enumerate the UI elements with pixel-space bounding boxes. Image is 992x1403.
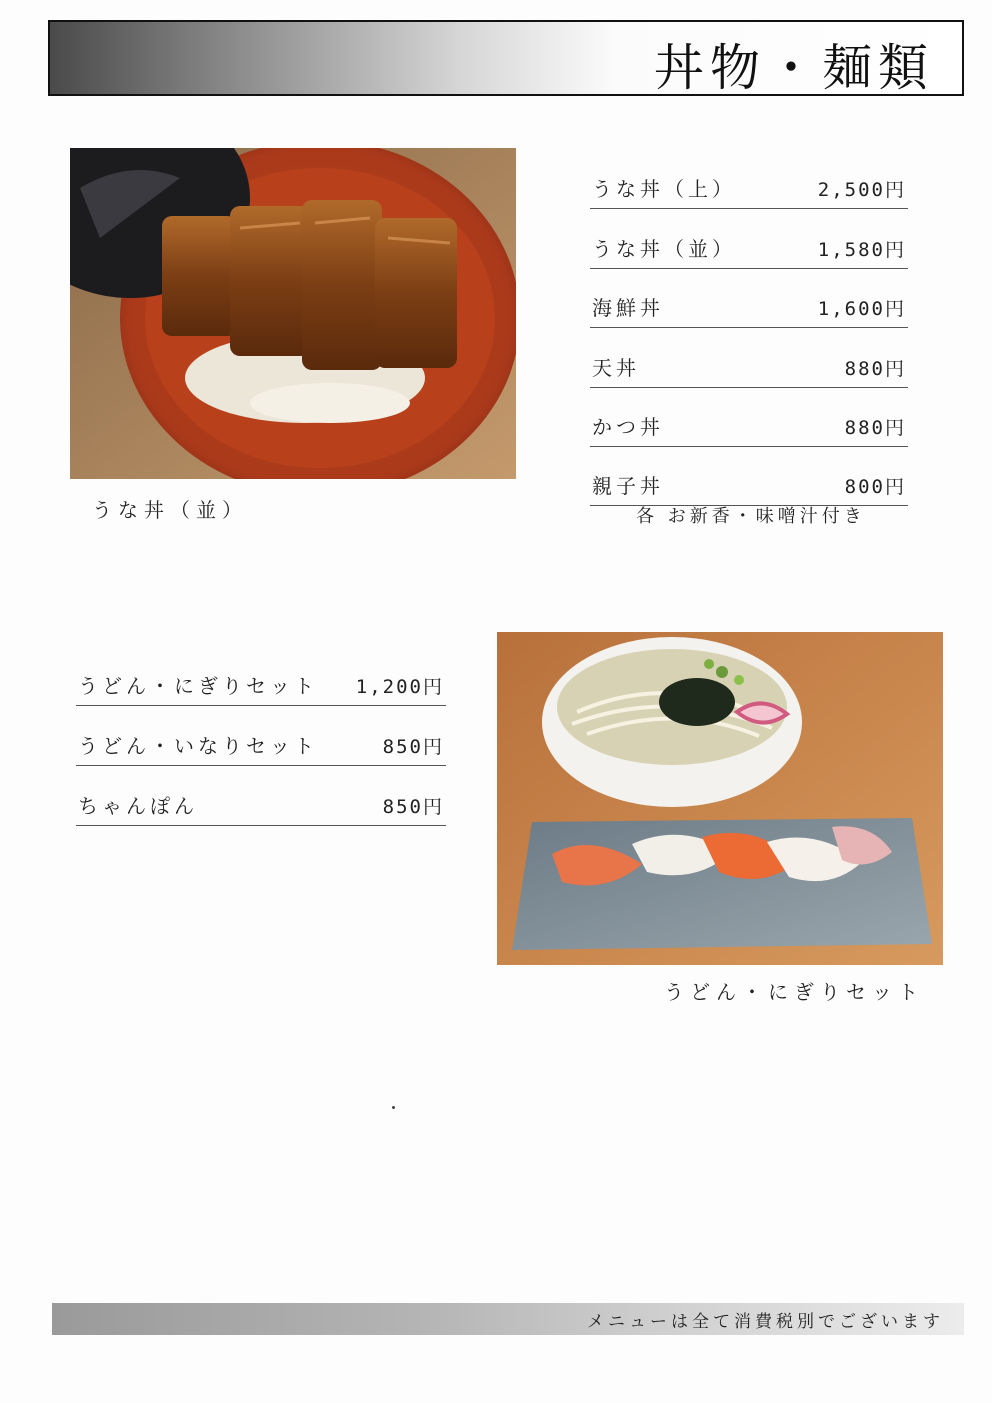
scan-speck: [392, 1106, 395, 1109]
item-price: 880円: [844, 416, 906, 439]
item-name: 海鮮丼: [592, 296, 664, 321]
menu-row: [76, 766, 446, 826]
tax-note: メニューは全て消費税別でございます: [587, 1312, 944, 1332]
item-name: うどん・いなりセット: [78, 734, 318, 758]
menu-row: [590, 328, 908, 387]
item-price: 880円: [844, 357, 906, 380]
item-price: 1,200円: [355, 676, 444, 698]
item-price: 1,600円: [817, 298, 906, 321]
item-name: うな丼（並）: [592, 236, 736, 261]
item-name: うどん・にぎりセット: [78, 674, 318, 698]
donburi-note: 各 お新香・味噌汁付き: [636, 506, 866, 527]
item-name: うな丼（上）: [592, 177, 736, 202]
unadon-photo: [70, 148, 516, 479]
noodle-menu: [76, 646, 446, 826]
donburi-menu: [590, 150, 908, 506]
item-price: 850円: [382, 796, 444, 818]
header-bar: [48, 20, 964, 96]
page-title: 丼物・麺類: [654, 39, 934, 97]
menu-row: [76, 706, 446, 766]
udon-nigiri-photo: [497, 632, 943, 965]
menu-row: [590, 150, 908, 209]
item-price: 2,500円: [817, 179, 906, 202]
unadon-caption: うな丼（並）: [92, 498, 248, 522]
menu-row: [76, 646, 446, 706]
item-name: かつ丼: [592, 414, 664, 439]
udon-nigiri-caption: うどん・にぎりセット: [664, 980, 924, 1004]
menu-row: [590, 269, 908, 328]
item-price: 800円: [844, 476, 906, 499]
menu-row: [590, 209, 908, 268]
item-name: 天丼: [592, 355, 640, 380]
footer-bar: [52, 1303, 964, 1335]
item-price: 1,580円: [817, 238, 906, 261]
item-name: ちゃんぽん: [78, 794, 198, 818]
item-name: 親子丼: [592, 474, 664, 499]
menu-row: [590, 447, 908, 506]
item-price: 850円: [382, 736, 444, 758]
menu-row: [590, 388, 908, 447]
